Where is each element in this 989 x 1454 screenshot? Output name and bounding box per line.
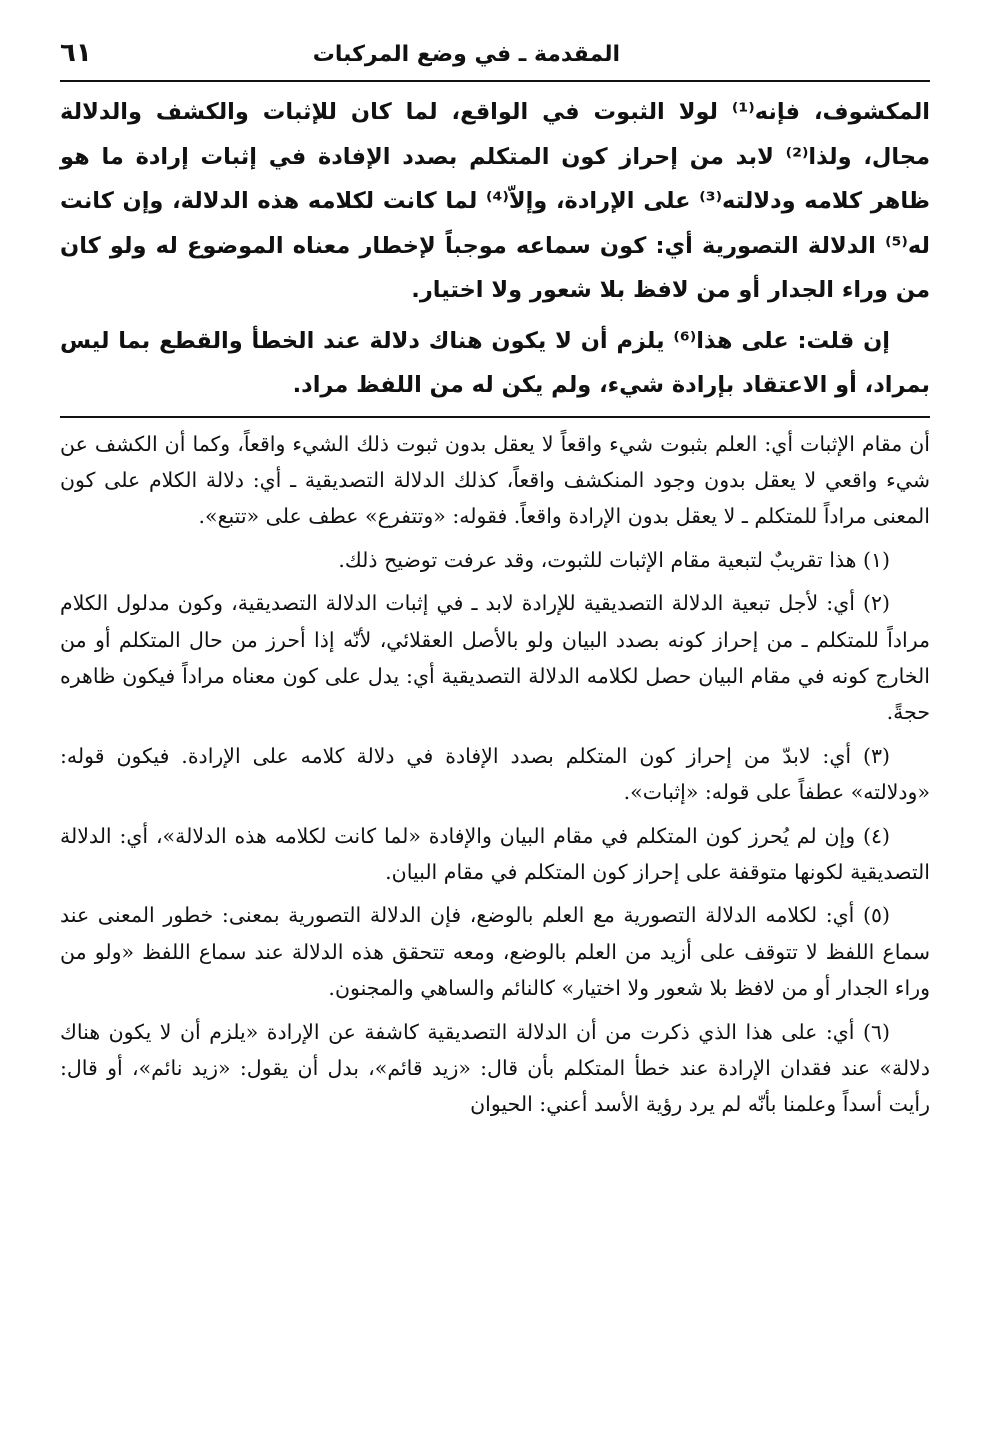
footnotes-section <box>60 426 930 1123</box>
footnote-4: (٤) وإن لم يُحرز كون المتكلم في مقام البيان والإفادة «لما كانت لكلامه هذه الدلالة»، أي: الدلالة التصديقية لكونها متوقفة على إحراز كون المتكلم في مقام البيان. <box>60 823 930 884</box>
main-paragraph-2: إن قلت: على هذا⁽⁶⁾ يلزم أن لا يكون هناك دلالة عند الخطأ والقطع بما ليس بمراد، أو الاعتقاد بإرادة شيء، ولم يكن له من اللفظ مراد. <box>60 327 930 398</box>
footnote-continuation: أن مقام الإثبات أي: العلم بثبوت شيء واقعاً لا يعقل بدون ثبوت ذلك الشيء واقعاً، وكما أن الكشف عن شيء واقعي لا يعقل بدون وجود المنكشف واقعاً، كذلك الدلالة التصديقية ـ أي: دلالة الكلام على كون المعنى مراداً للمتكلم ـ لا يعقل بدون الإرادة واقعاً. فقوله: «وتتفرع» عطف على «تتبع». <box>60 431 930 529</box>
page-header <box>60 28 930 82</box>
footnote-6: (٦) أي: على هذا الذي ذكرت من أن الدلالة التصديقية كاشفة عن الإرادة «يلزم أن لا يكون هناك دلالة» عند فقدان الإرادة عند خطأ المتكلم بأن قال: «زيد قائم»، بدل أن يقول: «زيد نائم»، أو قال: رأيت أسداً وعلمنا بأنّه لم يرد رؤية الأسد أعني: الحيوان <box>60 1019 930 1117</box>
footnote-2: (٢) أي: لأجل تبعية الدلالة التصديقية للإرادة لابد ـ في إثبات الدلالة التصديقية، وكون مدلول الكلام مراداً للمتكلم ـ من إحراز كونه بصدد البيان ولو بالأصل العقلائي، لأنّه إذا أحرز من حال المتكلم أو من الخارج كونه في مقام البيان حصل لكلامه الدلالة التصديقية أي: يدل على كون معناه مراداً فيكون ظاهره حجةً. <box>60 591 930 725</box>
page-number: ٦١ <box>60 38 92 68</box>
footnote-divider <box>60 416 930 418</box>
footnote-5: (٥) أي: لكلامه الدلالة التصورية مع العلم بالوضع، فإن الدلالة التصورية بمعنى: خطور المعنى عند سماع اللفظ لا تتوقف على أزيد من العلم بالوضع، ومعه تتحقق هذه الدلالة عند سماع اللفظ «ولو من وراء الجدار أو من لافظ بلا شعور ولا اختيار» كالنائم والساهي والمجنون. <box>60 903 930 1001</box>
main-paragraph-1: المكشوف، فإنه⁽¹⁾ لولا الثبوت في الواقع، لما كان للإثبات والكشف والدلالة مجال، ولذا⁽²⁾ لابد من إحراز كون المتكلم بصدد الإفادة في إثبات إرادة ما هو ظاهر كلامه ودلالته⁽³⁾ على الإرادة، وإلاّ⁽⁴⁾ لما كانت لكلامه هذه الدلالة، وإن كانت له⁽⁵⁾ الدلالة التصورية أي: كون سماعه موجباً لإخطار معناه الموضوع له ولو كان من وراء الجدار أو من لافظ بلا شعور ولا اختيار. <box>60 99 930 303</box>
footnote-3: (٣) أي: لابدّ من إحراز كون المتكلم بصدد الإفادة في دلالة كلامه على الإرادة. فيكون قوله: «ودلالته» عطفاً على قوله: «إثبات». <box>60 743 930 805</box>
book-page <box>60 28 930 1428</box>
main-text <box>60 90 930 408</box>
footnote-1: (١) هذا تقريبٌ لتبعية مقام الإثبات للثبوت، وقد عرفت توضيح ذلك. <box>338 547 890 572</box>
running-title: المقدمة ـ في وضع المركبات <box>312 42 620 67</box>
